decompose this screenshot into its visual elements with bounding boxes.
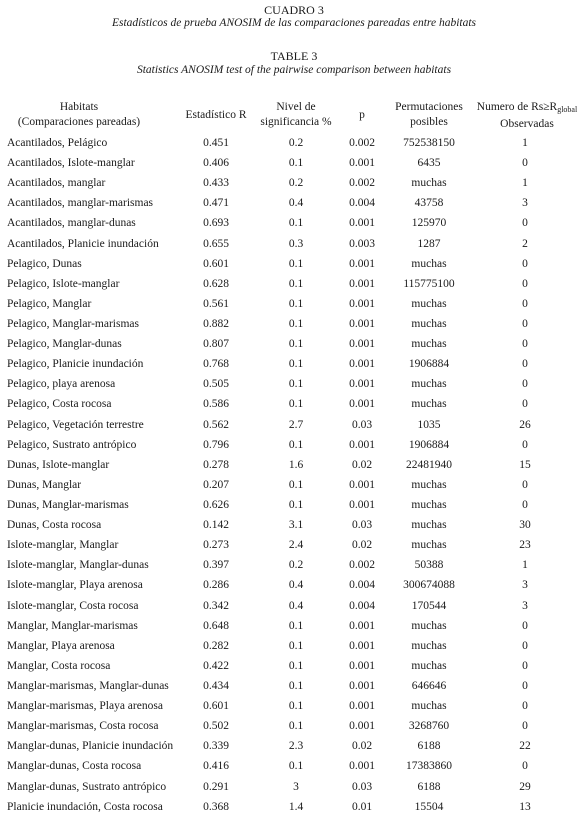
table-row: [0, 495, 588, 515]
cell-habitats: Pelagico, Islote-manglar: [7, 277, 120, 290]
cell-significancia: 0.1: [288, 619, 304, 632]
cell-p: 0.001: [349, 438, 375, 451]
cell-permutaciones: muchas: [411, 338, 447, 351]
cell-permutaciones: 646646: [411, 679, 447, 692]
cell-habitats: Acantilados, Planicie inundación: [7, 237, 159, 250]
table-row: [0, 294, 588, 314]
cell-permutaciones: muchas: [411, 257, 447, 270]
cell-estadistico-r: 0.278: [203, 458, 229, 471]
cell-habitats: Manglar, Costa rocosa: [7, 659, 111, 672]
cell-permutaciones: 170544: [411, 599, 447, 612]
header-numero-subscript: global: [557, 105, 578, 114]
cell-estadistico-r: 0.807: [203, 338, 229, 351]
cell-estadistico-r: 0.434: [203, 679, 229, 692]
cell-habitats: Planicie inundación, Costa rocosa: [7, 800, 163, 813]
cell-p: 0.001: [349, 720, 375, 733]
cell-p: 0.001: [349, 257, 375, 270]
cell-estadistico-r: 0.339: [203, 740, 229, 753]
cell-p: 0.02: [351, 740, 373, 753]
cell-permutaciones: 1287: [417, 237, 441, 250]
cell-estadistico-r: 0.207: [203, 478, 229, 491]
cell-estadistico-r: 0.626: [203, 498, 229, 511]
cell-habitats: Islote-manglar, Costa rocosa: [7, 599, 139, 612]
cell-numero-observadas: 23: [519, 539, 531, 552]
cell-estadistico-r: 0.368: [203, 800, 229, 813]
cell-significancia: 0.2: [288, 559, 304, 572]
header-numero-line2: Observadas: [500, 118, 554, 130]
table-row: [0, 475, 588, 495]
cell-significancia: 2.7: [288, 418, 304, 431]
cell-habitats: Islote-manglar, Playa arenosa: [7, 579, 143, 592]
cell-significancia: 0.4: [288, 197, 304, 210]
cell-numero-observadas: 0: [522, 619, 528, 632]
cell-estadistico-r: 0.433: [203, 177, 229, 190]
header-habitats-line1: Habitats: [59, 101, 99, 113]
cell-estadistico-r: 0.586: [203, 398, 229, 411]
cell-estadistico-r: 0.282: [203, 639, 229, 652]
cell-significancia: 3.1: [288, 519, 304, 532]
cell-significancia: 0.4: [288, 579, 304, 592]
cell-permutaciones: 115775100: [403, 277, 455, 290]
cell-p: 0.03: [351, 780, 373, 793]
cuadro-title: CUADRO 3: [264, 3, 324, 17]
cell-p: 0.001: [349, 358, 375, 371]
cell-habitats: Pelagico, Sustrato antrópico: [7, 438, 137, 451]
cell-permutaciones: 1035: [417, 418, 441, 431]
table-row: [0, 334, 588, 354]
table-row: [0, 435, 588, 455]
cell-estadistico-r: 0.655: [203, 237, 229, 250]
cell-significancia: 0.1: [288, 398, 304, 411]
cell-estadistico-r: 0.397: [203, 559, 229, 572]
cell-habitats: Manglar-marismas, Playa arenosa: [7, 700, 163, 713]
cell-significancia: 0.1: [288, 498, 304, 511]
cell-numero-observadas: 0: [522, 679, 528, 692]
cell-numero-observadas: 0: [522, 478, 528, 491]
cell-numero-observadas: 0: [522, 720, 528, 733]
cell-permutaciones: muchas: [411, 478, 447, 491]
cell-estadistico-r: 0.648: [203, 619, 229, 632]
cell-significancia: 0.1: [288, 257, 304, 270]
cell-numero-observadas: 0: [522, 659, 528, 672]
table-row: [0, 153, 588, 173]
cell-numero-observadas: 30: [519, 519, 531, 532]
table-row: [0, 777, 588, 797]
cell-significancia: 0.4: [288, 599, 304, 612]
cell-habitats: Manglar-dunas, Sustrato antrópico: [7, 780, 167, 793]
cell-numero-observadas: 0: [522, 157, 528, 170]
cell-p: 0.001: [349, 659, 375, 672]
cell-habitats: Acantilados, manglar-dunas: [7, 217, 136, 230]
cell-p: 0.004: [349, 197, 375, 210]
table-row: [0, 716, 588, 736]
cell-numero-observadas: 3: [522, 599, 528, 612]
cell-estadistico-r: 0.502: [203, 720, 229, 733]
cell-numero-observadas: 0: [522, 338, 528, 351]
header-permutaciones-line2: posibles: [410, 116, 448, 128]
cell-permutaciones: muchas: [411, 519, 447, 532]
cell-estadistico-r: 0.601: [203, 700, 229, 713]
cell-significancia: 2.4: [288, 539, 304, 552]
table-row: [0, 696, 588, 716]
cell-numero-observadas: 29: [519, 780, 531, 793]
cell-estadistico-r: 0.416: [203, 760, 229, 773]
cell-habitats: Dunas, Manglar: [7, 478, 82, 491]
cell-significancia: 0.1: [288, 157, 304, 170]
table-row: [0, 234, 588, 254]
cell-significancia: 0.1: [288, 639, 304, 652]
cell-p: 0.001: [349, 398, 375, 411]
cell-p: 0.002: [349, 559, 375, 572]
header-habitats: [0, 100, 158, 130]
cell-significancia: 1.4: [288, 800, 304, 813]
cell-significancia: 0.1: [288, 679, 304, 692]
cell-numero-observadas: 0: [522, 398, 528, 411]
table-row: [0, 756, 588, 776]
cell-permutaciones: 6435: [417, 157, 441, 170]
table-subtitle: Statistics ANOSIM test of the pairwise comparison between habitats: [136, 64, 452, 76]
cell-numero-observadas: 0: [522, 317, 528, 330]
cell-habitats: Pelagico, Planicie inundación: [7, 358, 144, 371]
cell-habitats: Acantilados, manglar-marismas: [7, 197, 154, 210]
cell-numero-observadas: 0: [522, 257, 528, 270]
cell-numero-observadas: 0: [522, 760, 528, 773]
cell-p: 0.02: [351, 539, 373, 552]
table-row: [0, 213, 588, 233]
cell-p: 0.001: [349, 700, 375, 713]
cell-p: 0.001: [349, 317, 375, 330]
cell-p: 0.001: [349, 478, 375, 491]
table-row: [0, 173, 588, 193]
table-row: [0, 394, 588, 414]
header-habitats-line2: (Comparaciones pareadas): [17, 116, 141, 128]
cell-significancia: 2.3: [288, 740, 304, 753]
cell-permutaciones: 50388: [414, 559, 444, 572]
header-numero-line1: [470, 100, 584, 117]
cell-estadistico-r: 0.882: [203, 317, 229, 330]
cell-habitats: Manglar-marismas, Costa rocosa: [7, 720, 159, 733]
cell-p: 0.004: [349, 599, 375, 612]
cell-habitats: Dunas, Islote-manglar: [7, 458, 110, 471]
cell-permutaciones: 22481940: [406, 458, 452, 471]
table-row: [0, 415, 588, 435]
cell-numero-observadas: 0: [522, 639, 528, 652]
cell-p: 0.01: [351, 800, 373, 813]
cell-habitats: Dunas, Manglar-marismas: [7, 498, 129, 511]
header-significancia-line2: significancia %: [260, 116, 332, 128]
cell-numero-observadas: 15: [519, 458, 531, 471]
cell-estadistico-r: 0.505: [203, 378, 229, 391]
cell-permutaciones: 6188: [417, 780, 441, 793]
header-p: p: [359, 109, 365, 121]
cell-estadistico-r: 0.273: [203, 539, 229, 552]
cell-significancia: 0.1: [288, 659, 304, 672]
cell-numero-observadas: 1: [522, 559, 528, 572]
table-row: [0, 374, 588, 394]
header-numero-prefix: Numero de Rs≥R: [476, 101, 558, 113]
cell-permutaciones: muchas: [411, 639, 447, 652]
cell-estadistico-r: 0.451: [203, 137, 229, 149]
cell-estadistico-r: 0.342: [203, 599, 229, 612]
table-row: [0, 656, 588, 676]
cell-permutaciones: 1906884: [408, 438, 450, 451]
cell-habitats: Pelagico, Manglar: [7, 297, 92, 310]
cell-significancia: 0.2: [288, 137, 304, 149]
cell-habitats: Acantilados, Pelágico: [7, 137, 108, 149]
table-row: [0, 575, 588, 595]
table-row: [0, 797, 588, 817]
cell-p: 0.001: [349, 297, 375, 310]
cell-significancia: 0.1: [288, 277, 304, 290]
cell-habitats: Islote-manglar, Manglar: [7, 539, 119, 552]
cell-estadistico-r: 0.422: [203, 659, 229, 672]
cell-permutaciones: muchas: [411, 317, 447, 330]
table-row: [0, 455, 588, 475]
cell-numero-observadas: 3: [522, 579, 528, 592]
cell-estadistico-r: 0.286: [203, 579, 229, 592]
header-permutaciones-line1: Permutaciones: [395, 101, 463, 113]
table-row: [0, 616, 588, 636]
cell-estadistico-r: 0.796: [203, 438, 229, 451]
cell-p: 0.02: [351, 458, 373, 471]
cell-permutaciones: 6188: [417, 740, 441, 753]
cell-permutaciones: muchas: [411, 498, 447, 511]
table-row: [0, 596, 588, 616]
cell-permutaciones: 43758: [414, 197, 444, 210]
cell-permutaciones: muchas: [411, 619, 447, 632]
cell-permutaciones: muchas: [411, 659, 447, 672]
cell-numero-observadas: 13: [519, 800, 531, 813]
cell-p: 0.001: [349, 639, 375, 652]
cell-permutaciones: muchas: [411, 378, 447, 391]
cell-habitats: Dunas, Costa rocosa: [7, 519, 102, 532]
header-estadistico-r: Estadístico R: [185, 109, 247, 121]
cell-numero-observadas: 0: [522, 277, 528, 290]
cell-numero-observadas: 1: [522, 177, 528, 190]
cell-p: 0.001: [349, 277, 375, 290]
cell-habitats: Pelagico, playa arenosa: [7, 378, 116, 391]
table-body: [0, 133, 588, 817]
header-permutaciones: [384, 100, 474, 130]
cell-habitats: Pelagico, Dunas: [7, 257, 82, 270]
cell-permutaciones: 1906884: [408, 358, 450, 371]
cell-numero-observadas: 0: [522, 358, 528, 371]
table-row: [0, 193, 588, 213]
cell-estadistico-r: 0.471: [203, 197, 229, 210]
cell-permutaciones: muchas: [411, 398, 447, 411]
cell-numero-observadas: 0: [522, 378, 528, 391]
cell-p: 0.001: [349, 619, 375, 632]
cell-p: 0.002: [349, 137, 375, 149]
cell-significancia: 3: [293, 780, 299, 793]
cell-p: 0.03: [351, 519, 373, 532]
cell-habitats: Pelagico, Costa rocosa: [7, 398, 112, 411]
cell-permutaciones: 15504: [414, 800, 444, 813]
table-row: [0, 254, 588, 274]
cell-p: 0.001: [349, 217, 375, 230]
cell-permutaciones: 752538150: [403, 137, 455, 149]
cell-permutaciones: 17383860: [406, 760, 452, 773]
cell-numero-observadas: 0: [522, 217, 528, 230]
table-row: [0, 354, 588, 374]
cell-habitats: Pelagico, Manglar-marismas: [7, 317, 139, 330]
cell-estadistico-r: 0.291: [203, 780, 229, 793]
cell-significancia: 0.1: [288, 720, 304, 733]
cell-permutaciones: muchas: [411, 700, 447, 713]
cell-p: 0.002: [349, 177, 375, 190]
cell-estadistico-r: 0.562: [203, 418, 229, 431]
table-row: [0, 515, 588, 535]
header-numero-observadas: [470, 100, 584, 132]
cell-estadistico-r: 0.142: [203, 519, 229, 532]
cell-habitats: Manglar, Manglar-marismas: [7, 619, 138, 632]
cell-p: 0.03: [351, 418, 373, 431]
cell-habitats: Acantilados, manglar: [7, 177, 106, 190]
cell-estadistico-r: 0.768: [203, 358, 229, 371]
cell-permutaciones: 125970: [411, 217, 447, 230]
cell-numero-observadas: 0: [522, 438, 528, 451]
cell-significancia: 0.1: [288, 760, 304, 773]
cell-p: 0.004: [349, 579, 375, 592]
cell-p: 0.001: [349, 157, 375, 170]
cell-numero-observadas: 3: [522, 197, 528, 210]
table-title: TABLE 3: [270, 49, 318, 63]
cell-estadistico-r: 0.693: [203, 217, 229, 230]
cell-p: 0.001: [349, 679, 375, 692]
header-significancia-line1: Nivel de: [276, 101, 316, 113]
cell-numero-observadas: 0: [522, 297, 528, 310]
cell-habitats: Manglar-dunas, Costa rocosa: [7, 760, 142, 773]
cell-significancia: 0.3: [288, 237, 304, 250]
cell-significancia: 0.1: [288, 478, 304, 491]
cell-p: 0.003: [349, 237, 375, 250]
cell-p: 0.001: [349, 498, 375, 511]
cell-permutaciones: 300674088: [403, 579, 455, 592]
cell-significancia: 1.6: [288, 458, 304, 471]
cuadro-subtitle: Estadísticos de prueba ANOSIM de las comparaciones pareadas entre habitats: [111, 17, 477, 29]
cell-significancia: 0.1: [288, 317, 304, 330]
cell-significancia: 0.2: [288, 177, 304, 190]
cell-numero-observadas: 0: [522, 498, 528, 511]
table-row: [0, 636, 588, 656]
cell-permutaciones: muchas: [411, 177, 447, 190]
cell-habitats: Islote-manglar, Manglar-dunas: [7, 559, 149, 572]
cell-p: 0.001: [349, 338, 375, 351]
cell-estadistico-r: 0.406: [203, 157, 229, 170]
cell-estadistico-r: 0.601: [203, 257, 229, 270]
table-row: [0, 274, 588, 294]
cell-significancia: 0.1: [288, 297, 304, 310]
cell-habitats: Manglar-marismas, Manglar-dunas: [7, 679, 169, 692]
cell-significancia: 0.1: [288, 338, 304, 351]
cell-numero-observadas: 0: [522, 700, 528, 713]
table-row: [0, 535, 588, 555]
cell-habitats: Pelagico, Manglar-dunas: [7, 338, 122, 351]
cell-numero-observadas: 1: [522, 137, 528, 149]
cell-permutaciones: 3268760: [408, 720, 450, 733]
table-row: [0, 133, 588, 153]
table-row: [0, 736, 588, 756]
cell-p: 0.001: [349, 378, 375, 391]
cell-numero-observadas: 22: [519, 740, 531, 753]
cell-habitats: Manglar, Playa arenosa: [7, 639, 115, 652]
cell-significancia: 0.1: [288, 700, 304, 713]
cell-p: 0.001: [349, 760, 375, 773]
cell-numero-observadas: 2: [522, 237, 528, 250]
cell-permutaciones: muchas: [411, 297, 447, 310]
cell-permutaciones: muchas: [411, 539, 447, 552]
cell-significancia: 0.1: [288, 378, 304, 391]
table-row: [0, 676, 588, 696]
cell-habitats: Acantilados, Islote-manglar: [7, 157, 135, 170]
table-row: [0, 555, 588, 575]
cell-significancia: 0.1: [288, 217, 304, 230]
cell-habitats: Manglar-dunas, Planicie inundación: [7, 740, 174, 753]
cell-significancia: 0.1: [288, 358, 304, 371]
cell-estadistico-r: 0.628: [203, 277, 229, 290]
cell-habitats: Pelagico, Vegetación terrestre: [7, 418, 144, 431]
cell-numero-observadas: 26: [519, 418, 531, 431]
table-row: [0, 314, 588, 334]
header-significancia: [250, 100, 342, 130]
cell-estadistico-r: 0.561: [203, 297, 229, 310]
cell-significancia: 0.1: [288, 438, 304, 451]
